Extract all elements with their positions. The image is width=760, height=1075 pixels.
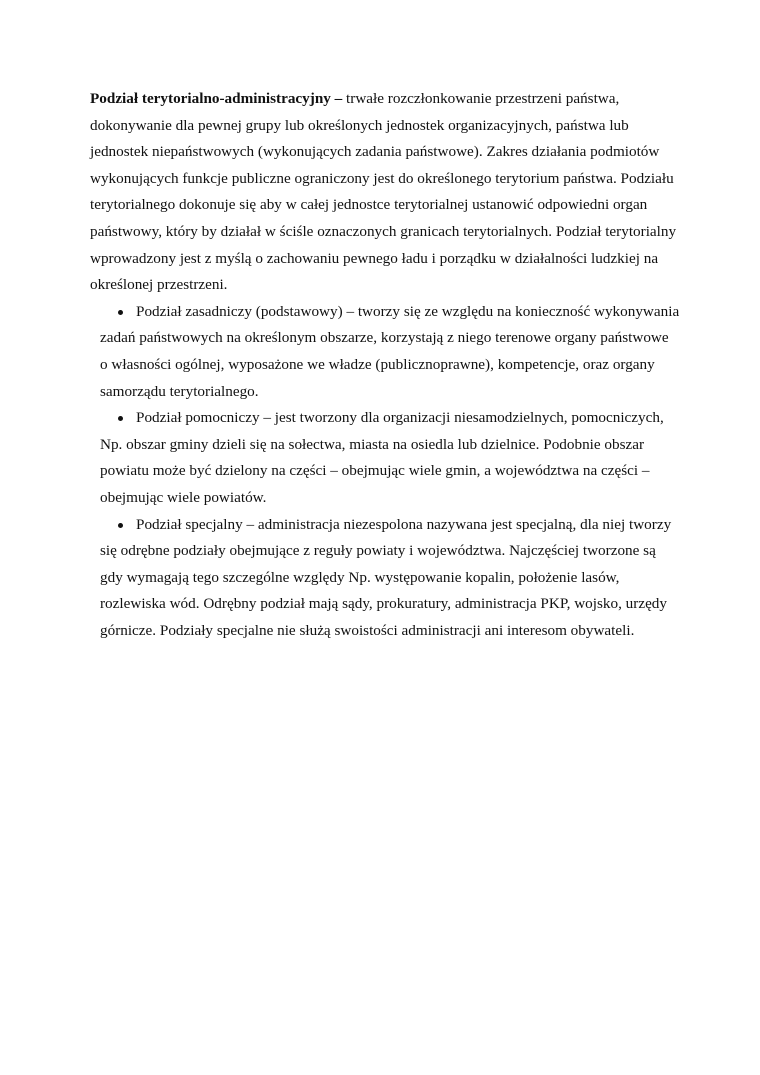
list-item-text: Podział pomocniczy – jest tworzony dla organizacji niesamodzielnych, pomocniczych, Np. obszar gminy dzieli się na sołectwa, miasta na osiedla lub dzielnice. Podobnie obszar powiatu może być dzielony na części – obejmując wiele gmin, a województwa na części – obejmując wiele powiatów.	[100, 409, 664, 506]
bullet-icon	[118, 310, 123, 315]
intro-text: trwałe rozczłonkowanie przestrzeni państwa, dokonywanie dla pewnej grupy lub określonych jednostek organizacyjnych, państwa lub jednostek niepaństwowych (wykonujących zadania państwowe). Zakres działania podmiotów wykonujących funkcje publiczne ograniczony jest do określonego terytorium państwa. Podziału terytorialnego dokonuje się aby w całej jednostce terytorialnej ustanowić odpowiedni organ państwowy, który by działał w ściśle oznaczonych granicach terytorialnych. Podział terytorialny wprowadzony jest z myślą o zachowaniu pewnego ładu i porządku w działalności ludzkiej na określonej przestrzeni.	[90, 90, 677, 294]
list-item-text: Podział specjalny – administracja niezespolona nazywana jest specjalną, dla niej tworzy się odrębne podziały obejmujące z reguły powiaty i województwa. Najczęściej tworzone są gdy wymagają tego szczególne względy Np. występowanie kopalin, położenie lasów, rozlewiska wód. Odrębny podział mają sądy, prokuratury, administracja PKP, wojsko, urzędy górnicze. Podziały specjalne nie służą swoistości administracji ani interesom obywateli.	[100, 515, 672, 639]
document-page	[90, 86, 680, 644]
bullet-list	[90, 299, 680, 645]
bullet-icon	[118, 416, 123, 421]
list-item	[100, 405, 680, 511]
list-item	[100, 299, 680, 405]
bullet-icon	[118, 523, 123, 528]
intro-paragraph	[90, 86, 680, 299]
list-item-text: Podział zasadniczy (podstawowy) – tworzy się ze względu na konieczność wykonywania zadań państwowych na określonym obszarze, korzystają z niego terenowe organy państwowe o własności ogólnej, wyposażone we władze (publicznoprawne), kompetencje, oraz organy samorządu terytorialnego.	[100, 302, 680, 400]
defined-term: Podział terytorialno-administracyjny –	[90, 90, 343, 107]
list-item	[100, 512, 680, 645]
